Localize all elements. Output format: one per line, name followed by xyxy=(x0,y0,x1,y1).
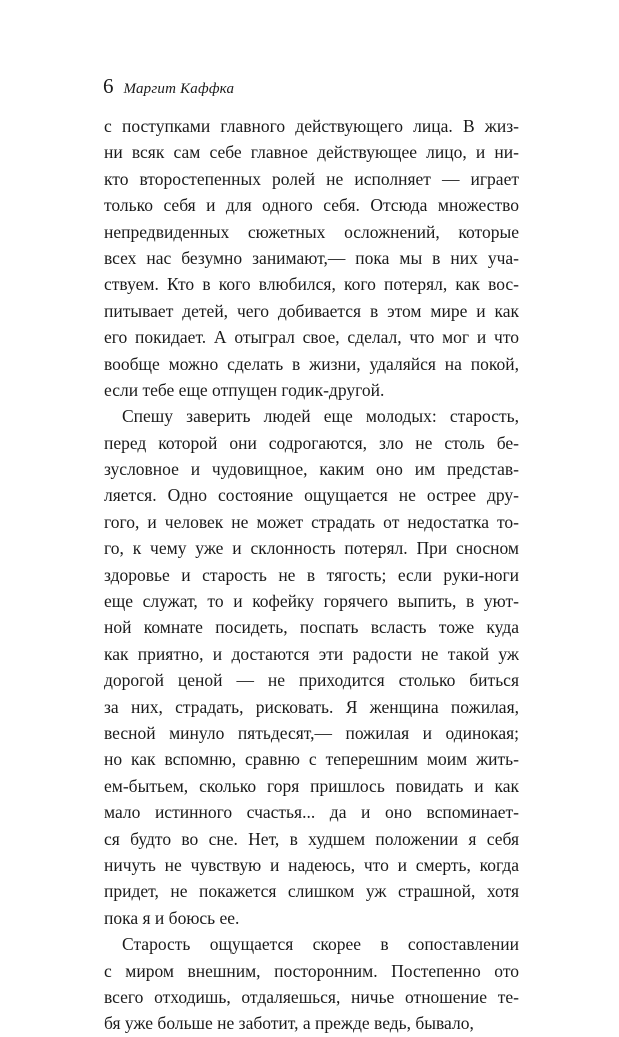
text-line: ствуем. Кто в кого влюбился, кого потерял, как вос- xyxy=(104,274,519,295)
text-line: всего отходишь, отдаляешься, ничье отношение те- xyxy=(104,986,519,1007)
text-line: только себя и для одного себя. Отсюда множество xyxy=(104,195,519,216)
text-line: придет, не покажется слишком уж страшной, хотя xyxy=(104,881,519,902)
text-line: бя уже больше не заботит, а прежде ведь, бывало, xyxy=(104,1013,474,1034)
text-line: с миром внешним, посторонним. Постепенно ото xyxy=(104,960,519,981)
paragraph xyxy=(104,931,519,1037)
text-line: го, к чему уже и склонность потерял. При сносном xyxy=(104,538,519,559)
page-header xyxy=(103,76,234,100)
text-line: гого, и человек не может страдать от недостатка то- xyxy=(104,511,519,532)
text-line: перед которой они содрогаются, зло не столь бе- xyxy=(104,432,519,453)
text-line: Спешу заверить людей еще молодых: старость, xyxy=(122,406,519,427)
text-line: кто второстепенных ролей не исполняет — играет xyxy=(104,168,519,189)
text-line: пока я и боюсь ее. xyxy=(104,907,240,928)
text-line: весной минуло пятьдесят,— пожилая и одинокая; xyxy=(104,722,519,743)
paragraph xyxy=(104,113,519,403)
text-line: если тебе еще отпущен годик-другой. xyxy=(104,379,385,400)
text-line: как приятно, и достаются эти радости не такой уж xyxy=(104,643,519,664)
body-text xyxy=(104,113,519,1037)
text-line: ной комнате посидеть, поспать всласть тоже куда xyxy=(104,617,519,638)
text-line: за них, страдать, рисковать. Я женщина пожилая, xyxy=(104,696,519,717)
text-line: еще служат, то и кофейку горячего выпить, в уют- xyxy=(104,591,519,612)
text-line: здоровье и старость не в тягость; если руки-ноги xyxy=(104,564,519,585)
running-head-author: Маргит Каффка xyxy=(123,81,235,97)
text-line: ляется. Одно состояние ощущается не острее дру- xyxy=(104,485,519,506)
text-line: Старость ощущается скорее в сопоставлении xyxy=(122,934,519,955)
text-line: ничуть не чувствую и надеюсь, что и смерть, когда xyxy=(104,854,519,875)
text-line: ни всяк сам себе главное действующее лицо, и ни- xyxy=(104,142,519,163)
text-line: мало истинного счастья... да и оно вспоминает- xyxy=(104,802,519,823)
text-line: всех нас безумно занимают,— пока мы в них уча- xyxy=(104,247,519,268)
text-line: дорогой ценой — не приходится столько биться xyxy=(104,670,519,691)
text-line: но как вспомню, сравню с теперешним моим жить- xyxy=(104,749,519,770)
text-line: вообще можно сделать в жизни, удаляйся на покой, xyxy=(104,353,519,374)
text-line: питывает детей, чего добивается в этом мире и как xyxy=(104,300,519,321)
page-number: 6 xyxy=(103,74,114,98)
text-line: ся будто во сне. Нет, в худшем положении я себя xyxy=(104,828,519,849)
text-line: с поступками главного действующего лица. В жиз- xyxy=(104,116,519,136)
text-line: непредвиденных сюжетных осложнений, которые xyxy=(104,221,519,242)
paragraph xyxy=(104,403,519,931)
text-line: его покидает. А отыграл свое, сделал, что мог и что xyxy=(104,327,519,348)
text-line: ем-бытьем, сколько горя пришлось повидать и как xyxy=(104,775,519,796)
text-line: зусловное и чудовищное, каким оно им представ- xyxy=(104,459,519,480)
